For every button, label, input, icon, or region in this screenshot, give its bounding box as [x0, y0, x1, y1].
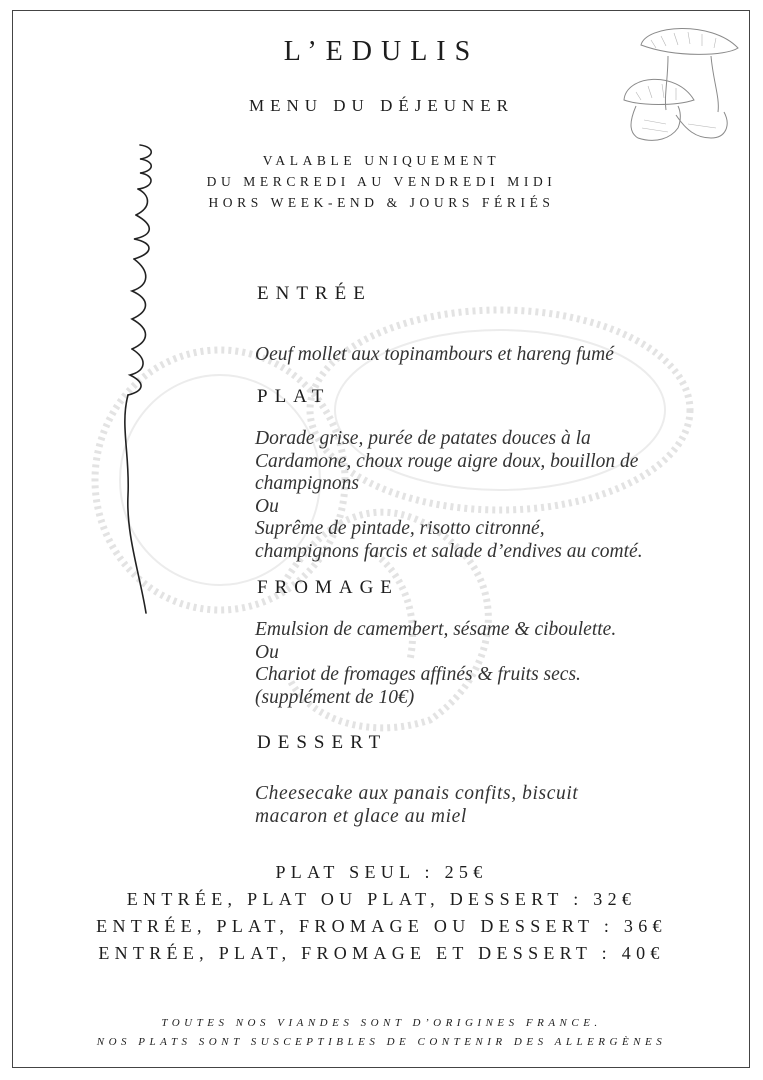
price-list — [0, 859, 763, 967]
dish-line: (supplément de 10€) — [255, 686, 415, 708]
price-line: ENTRÉE, PLAT OU PLAT, DESSERT : 32€ — [126, 889, 637, 909]
dish-line: champignons — [255, 473, 359, 494]
section-title-fromage: FROMAGE — [257, 577, 399, 598]
section-title-dessert: DESSERT — [257, 732, 388, 753]
dish-line: Emulsion de camembert, sésame & ciboulette. — [255, 619, 617, 640]
entree-dish — [255, 344, 614, 367]
dish-line: Dorade grise, purée de patates douces à la — [255, 428, 591, 449]
dish-line: Cheesecake aux panais confits, biscuit — [255, 783, 579, 804]
fromage-dishes — [255, 619, 616, 709]
plat-dishes — [255, 428, 643, 563]
dish-line: Suprême de pintade, risotto citronné, — [255, 518, 545, 539]
footer-line: TOUTES NOS VIANDES SONT D’ORIGINES FRANCE. — [161, 1017, 602, 1029]
dish-line: Oeuf mollet aux topinambours et hareng fumé — [255, 344, 614, 365]
dessert-dish — [255, 783, 578, 828]
restaurant-name: L’EDULIS — [283, 36, 480, 67]
section-title-plat: PLAT — [257, 386, 331, 407]
dish-line: macaron et glace au miel — [255, 805, 467, 827]
dish-line: Chariot de fromages affinés & fruits secs. — [255, 664, 581, 685]
validity-line: DU MERCREDI AU VENDREDI MIDI — [206, 174, 557, 189]
price-line: ENTRÉE, PLAT, FROMAGE ET DESSERT : 40€ — [98, 943, 665, 963]
dish-line: Ou — [255, 495, 279, 517]
price-line: PLAT SEUL : 25€ — [275, 862, 488, 882]
menu-title: MENU DU DÉJEUNER — [248, 96, 515, 115]
footer-notice — [0, 1014, 763, 1052]
footer-line: NOS PLATS SONT SUSCEPTIBLES DE CONTENIR DES ALLERGÈNES — [96, 1036, 667, 1048]
price-line: ENTRÉE, PLAT, FROMAGE OU DESSERT : 36€ — [96, 916, 667, 936]
section-title-entree: ENTRÉE — [257, 283, 372, 304]
dish-line: Cardamone, choux rouge aigre doux, bouillon de — [255, 450, 639, 472]
validity-line: VALABLE UNIQUEMENT — [262, 153, 501, 168]
dish-line: champignons farcis et salade d’endives au comté. — [255, 540, 643, 562]
dish-line: Ou — [255, 641, 279, 663]
validity-line: HORS WEEK-END & JOURS FÉRIÉS — [208, 195, 555, 210]
validity-notice — [0, 150, 763, 213]
